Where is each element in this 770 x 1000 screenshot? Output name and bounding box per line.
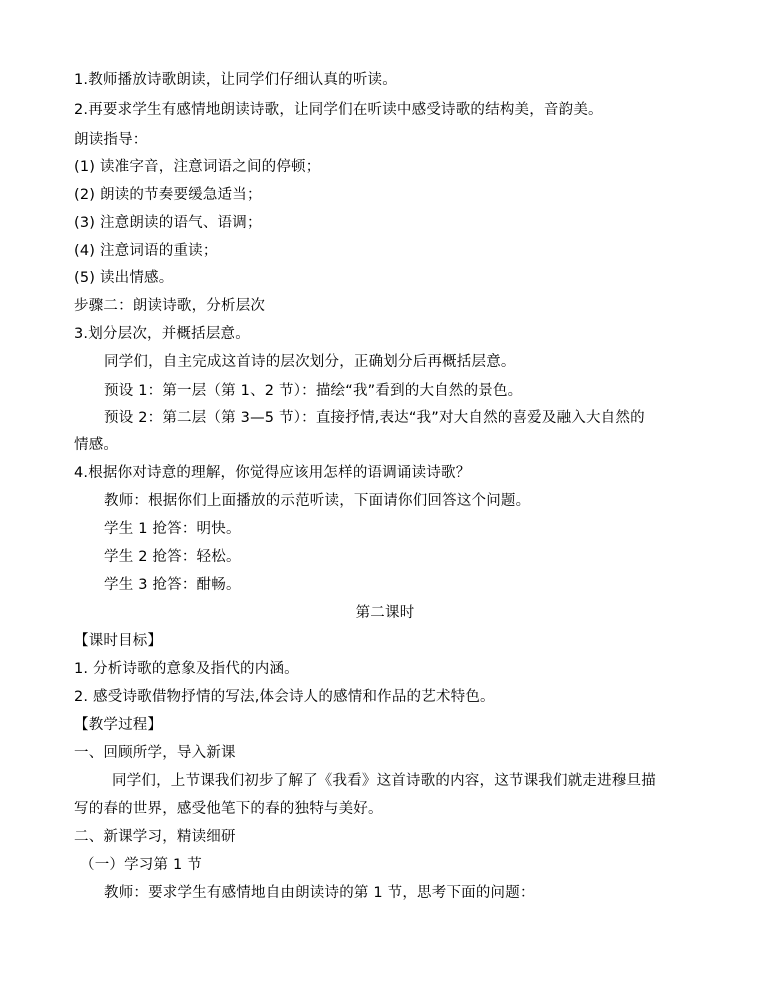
text-line: 预设 1：第一层（第 1、2 节）：描绘“我”看到的大自然的景色。	[104, 383, 523, 399]
text-line: 二、新课学习，精读细研	[74, 829, 236, 845]
text-line: 情感。	[74, 437, 119, 453]
text-line: (4) 注意词语的重读；	[74, 243, 218, 259]
text-line: 1. 分析诗歌的意象及指代的内涵。	[74, 661, 299, 677]
text-line: 2.再要求学生有感情地朗读诗歌，让同学们在听读中感受诗歌的结构美，音韵美。	[74, 102, 603, 118]
text-line: 1.教师播放诗歌朗读，让同学们仔细认真的听读。	[74, 72, 397, 88]
text-line: 4.根据你对诗意的理解，你觉得应该用怎样的语调诵读诗歌？	[74, 465, 471, 481]
text-line: 3.划分层次，并概括层意。	[74, 326, 250, 342]
text-line: 2. 感受诗歌借物抒情的写法,体会诗人的感情和作品的艺术特色。	[74, 689, 495, 705]
text-line: 预设 2：第二层（第 3—5 节）：直接抒情,表达“我”对大自然的喜爱及融入大自然的	[104, 410, 645, 426]
text-line: 学生 1 抢答：明快。	[104, 521, 241, 537]
text-line: 学生 2 抢答：轻松。	[104, 549, 241, 565]
text-line: 同学们，自主完成这首诗的层次划分，正确划分后再概括层意。	[104, 354, 516, 370]
section-heading: 步骤二：朗读诗歌，分析层次	[74, 298, 266, 314]
text-line: 一、回顾所学，导入新课	[74, 745, 236, 761]
lesson-title: 第二课时	[355, 605, 415, 621]
text-line: 教师：根据你们上面播放的示范听读，下面请你们回答这个问题。	[104, 493, 531, 509]
text-line: 学生 3 抢答：酣畅。	[104, 577, 241, 593]
text-line: 同学们，上节课我们初步了解了《我看》这首诗歌的内容，这节课我们就走进穆旦描	[112, 773, 656, 789]
section-heading: 【课时目标】	[74, 633, 163, 649]
text-line: 写的春的世界，感受他笔下的春的独特与美好。	[74, 801, 383, 817]
text-line: (3) 注意朗读的语气、语调；	[74, 215, 262, 231]
text-line: 朗读指导：	[74, 132, 148, 148]
section-heading: 【教学过程】	[74, 717, 163, 733]
text-line: (5) 读出情感。	[74, 270, 174, 286]
text-line: (2) 朗读的节奏要缓急适当；	[74, 187, 262, 203]
text-line: 教师：要求学生有感情地自由朗读诗的第 1 节，思考下面的问题：	[104, 885, 535, 901]
text-line: (1) 读准字音，注意词语之间的停顿；	[74, 159, 321, 175]
text-line: （一）学习第 1 节	[80, 857, 202, 873]
